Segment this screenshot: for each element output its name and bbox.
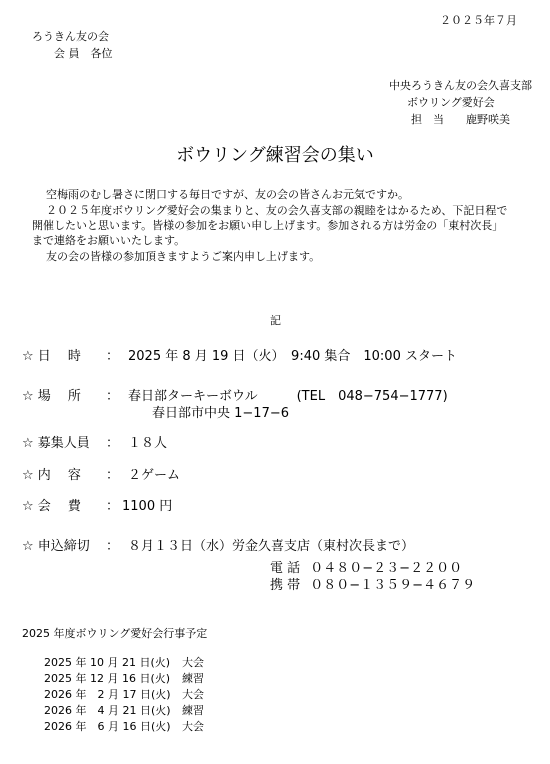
detail-label: ☆ 内 容 [22,468,81,483]
schedule-date: 2026 年 2 月 17 日(火) [44,688,171,701]
body-paragraph-3: 友の会の皆様の参加頂きますようご案内申し上げます。 [46,250,321,263]
contact-mobile-number: ０８０−１３５９−４６７９ [310,578,476,593]
contact-phone [270,561,462,577]
page-title: ボウリング練習会の集い [176,145,374,166]
detail-value: １８人 [128,436,168,451]
schedule-event: 大会 [182,656,204,669]
detail-separator: ： [106,349,120,364]
detail-separator: ： [106,436,120,451]
contact-phone-number: ０４８０−２３−２２００ [310,561,463,576]
detail-value: 1100 円 [122,499,173,514]
schedule-event: 大会 [182,688,204,701]
contact-mobile-label: 携 帯 [270,578,301,593]
recipient-members: 会 員 各位 [54,47,113,60]
schedule-event: 大会 [182,720,204,733]
recipient-organization: ろうきん友の会 [32,30,109,43]
detail-value: ２ゲーム [128,468,181,483]
schedule-heading: 2025 年度ボウリング愛好会行事予定 [22,627,208,640]
detail-separator: ： [106,389,120,404]
detail-label: ☆ 日 時 [22,349,81,364]
body-paragraph-2-line-1: ２０２５年度ボウリング愛好会の集まりと、友の会久喜支部の親睦をはかるため、下記日程で [46,204,508,217]
detail-separator: ： [106,468,120,483]
detail-value: 春日部ターキーボウル (TEL 048−754−1777) [128,389,448,404]
contact-mobile [270,578,475,594]
contact-phone-label: 電 話 [270,561,301,576]
body-paragraph-1: 空梅雨のむし暑さに閉口する毎日ですが、友の会の皆さんお元気ですか。 [46,188,409,201]
detail-label: ☆ 場 所 [22,389,81,404]
detail-value: 2025 年 8 月 19 日（火） 9:40 集合 10:00 スタート [128,349,457,364]
document-date: ２０２５年７月 [440,14,517,27]
detail-separator: ： [106,539,120,554]
body-paragraph-2-line-2: 開催したいと思います。皆様の参加をお願い申し上げます。参加される方は労金の「東村次長」 [32,219,504,232]
schedule-date: 2025 年 10 月 21 日(火) [44,656,171,669]
schedule-date: 2025 年 12 月 16 日(火) [44,672,171,685]
ki-marker: 記 [270,314,281,327]
detail-label: ☆ 会 費 [22,499,81,514]
detail-value: 春日部市中央 1−17−6 [152,406,290,421]
schedule-date: 2026 年 4 月 21 日(火) [44,704,171,717]
schedule-event: 練習 [182,704,204,717]
sender-organization: 中央ろうきん友の会久喜支部 [389,79,532,92]
schedule-event: 練習 [182,672,204,685]
detail-label: ☆ 募集人員 [22,436,90,451]
sender-club: ボウリング愛好会 [407,96,495,109]
body-paragraph-2-line-3: まで連絡をお願いいたします。 [32,234,186,247]
schedule-date: 2026 年 6 月 16 日(火) [44,720,171,733]
detail-label: ☆ 申込締切 [22,539,90,554]
detail-value: ８月１３日（水）労金久喜支店（東村次長まで） [128,539,415,554]
sender-person: 担 当 鹿野咲美 [411,113,510,126]
detail-separator: ： [106,499,120,514]
